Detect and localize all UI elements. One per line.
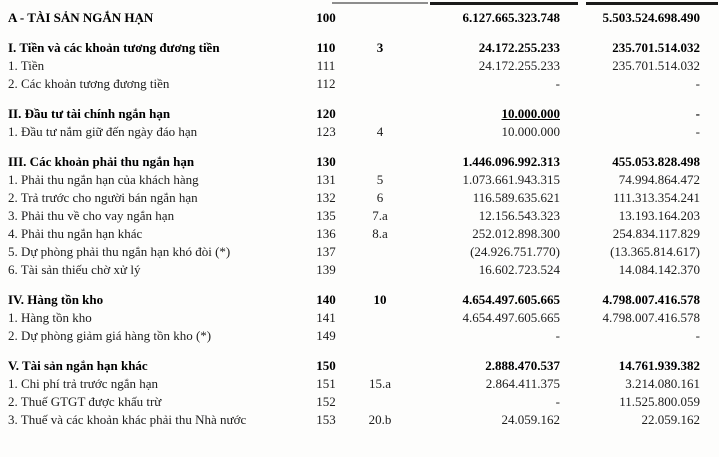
row-code: 110 [316, 40, 336, 55]
row-code: 140 [316, 292, 336, 307]
table-row [0, 375, 700, 393]
row-code: 123 [316, 124, 336, 139]
row-value-current: 10.000.000 [501, 124, 560, 139]
row-code: 137 [316, 244, 336, 259]
row-value-current: 252.012.898.300 [472, 226, 560, 241]
row-value-prior: 22.059.162 [641, 412, 700, 427]
row-value-current: 16.602.723.524 [478, 262, 560, 277]
row-code: 100 [316, 10, 336, 25]
row-label: 2. Trả trước cho người bán ngắn hạn [8, 190, 198, 205]
row-code: 139 [316, 262, 336, 277]
row-value-prior: - [695, 124, 700, 139]
row-code: 136 [316, 226, 336, 241]
row-note: 3 [376, 40, 384, 55]
row-value-current: 116.589.635.621 [472, 190, 560, 205]
row-value-current: 2.864.411.375 [485, 376, 560, 391]
row-value-current: (24.926.751.770) [470, 244, 560, 259]
row-label: 5. Dự phòng phải thu ngắn hạn khó đòi (*) [8, 244, 231, 259]
row-value-current: - [555, 328, 560, 343]
row-value-current: 4.654.497.605.665 [462, 292, 560, 307]
row-code: 135 [316, 208, 336, 223]
row-code: 141 [316, 310, 336, 325]
row-label: 1. Đầu tư nắm giữ đến ngày đáo hạn [8, 124, 198, 139]
row-value-prior: 235.701.514.032 [612, 40, 700, 55]
table-row [0, 393, 700, 411]
row-note: 20.b [368, 412, 392, 427]
row-label: 6. Tài sản thiếu chờ xử lý [8, 262, 141, 277]
row-value-prior: 455.053.828.498 [612, 154, 700, 169]
row-label: V. Tài sản ngắn hạn khác [8, 358, 148, 373]
row-code: 150 [316, 358, 336, 373]
row-code: 111 [316, 58, 336, 73]
row-value-current: 12.156.543.323 [478, 208, 560, 223]
current-column-top-rule [430, 2, 578, 5]
row-value-prior: 4.798.007.416.578 [602, 310, 700, 325]
row-value-current: 24.172.255.233 [478, 40, 560, 55]
row-note: 15.a [368, 376, 392, 391]
table-row [0, 309, 700, 327]
table-row [0, 189, 700, 207]
row-value-prior: 254.834.117.829 [612, 226, 700, 241]
row-value-prior: 14.084.142.370 [618, 262, 700, 277]
row-label: 2. Dự phòng giảm giá hàng tồn kho (*) [8, 328, 212, 343]
table-row [0, 243, 700, 261]
row-label: III. Các khoản phải thu ngắn hạn [8, 154, 195, 169]
row-code: 132 [316, 190, 336, 205]
row-value-current: 10.000.000 [501, 106, 560, 121]
table-row [0, 357, 700, 375]
row-value-prior: 11.525.800.059 [619, 394, 700, 409]
row-value-prior: 13.193.164.203 [618, 208, 700, 223]
row-value-current: 1.446.096.992.313 [462, 154, 560, 169]
current-assets-table [0, 6, 700, 429]
table-row [0, 207, 700, 225]
row-note: 5 [376, 172, 384, 187]
row-label: 2. Các khoản tương đương tiền [8, 76, 170, 91]
row-value-prior: (13.365.814.617) [610, 244, 700, 259]
row-label: 3. Thuế và các khoản khác phải thu Nhà nước [8, 412, 247, 427]
table-row [0, 171, 700, 189]
row-code: 152 [316, 394, 336, 409]
row-value-current: 1.073.661.943.315 [462, 172, 560, 187]
row-code: 149 [316, 328, 336, 343]
row-value-current: 24.172.255.233 [478, 58, 560, 73]
row-label: A - TÀI SẢN NGẮN HẠN [8, 10, 154, 25]
row-value-current: 4.654.497.605.665 [462, 310, 560, 325]
table-row [0, 39, 700, 57]
row-code: 120 [316, 106, 336, 121]
row-value-prior: 74.994.864.472 [618, 172, 700, 187]
row-label: I. Tiền và các khoản tương đương tiền [8, 40, 220, 55]
row-value-prior: - [695, 76, 700, 91]
row-note: 4 [376, 124, 384, 139]
row-value-prior: - [695, 328, 700, 343]
row-code: 151 [316, 376, 336, 391]
row-value-current: 2.888.470.537 [485, 358, 560, 373]
row-label: 3. Phải thu về cho vay ngắn hạn [8, 208, 175, 223]
row-label: 2. Thuế GTGT được khấu trừ [8, 394, 162, 409]
row-code: 153 [316, 412, 336, 427]
prior-column-top-rule [586, 2, 718, 5]
row-note: 8.a [372, 226, 388, 241]
row-value-prior: 5.503.524.698.490 [602, 10, 700, 25]
row-value-prior: 14.761.939.382 [618, 358, 700, 373]
table-row [0, 261, 700, 279]
row-note: 10 [373, 292, 387, 307]
row-value-current: - [555, 394, 560, 409]
note-column-top-rule [332, 2, 428, 4]
row-code: 130 [316, 154, 336, 169]
row-code: 131 [316, 172, 336, 187]
row-label: 1. Hàng tồn kho [8, 310, 92, 325]
row-label: II. Đầu tư tài chính ngắn hạn [8, 106, 171, 121]
row-value-prior: 235.701.514.032 [612, 58, 700, 73]
row-value-prior: 4.798.007.416.578 [602, 292, 700, 307]
row-label: 1. Chi phí trả trước ngắn hạn [8, 376, 159, 391]
table-row [0, 57, 700, 75]
row-value-prior: 3.214.080.161 [625, 376, 700, 391]
row-value-prior: 111.313.354.241 [613, 190, 700, 205]
table-row [0, 123, 700, 141]
table-row [0, 411, 700, 429]
row-label: 1. Phải thu ngắn hạn của khách hàng [8, 172, 199, 187]
row-label: IV. Hàng tồn kho [8, 292, 104, 307]
table-row [0, 105, 700, 123]
table-row [0, 153, 700, 171]
row-label: 4. Phải thu ngắn hạn khác [8, 226, 143, 241]
row-value-current: 24.059.162 [501, 412, 560, 427]
table-row [0, 75, 700, 93]
row-note: 6 [376, 190, 384, 205]
table-row [0, 225, 700, 243]
row-value-current: 6.127.665.323.748 [462, 10, 560, 25]
row-value-current: - [555, 76, 560, 91]
table-row [0, 9, 700, 27]
row-note: 7.a [372, 208, 388, 223]
row-code: 112 [316, 76, 336, 91]
row-value-prior: - [695, 106, 700, 121]
table-row [0, 291, 700, 309]
table-row [0, 327, 700, 345]
row-label: 1. Tiền [8, 58, 45, 73]
